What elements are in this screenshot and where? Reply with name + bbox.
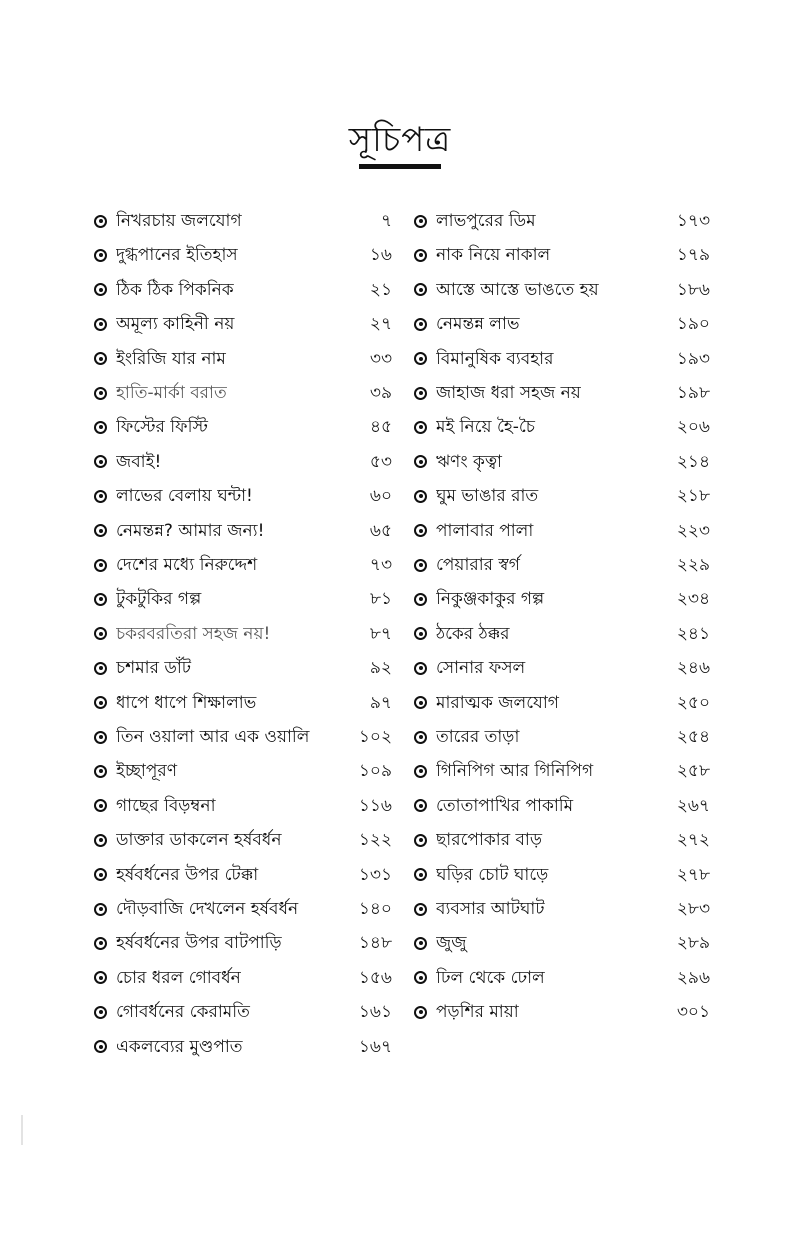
toc-entry-title: ধাপে ধাপে শিক্ষালাভ bbox=[116, 692, 257, 713]
bullet-ring-icon bbox=[94, 627, 107, 640]
toc-entry bbox=[94, 963, 392, 993]
toc-entry bbox=[414, 309, 710, 339]
toc-entry-page: ১৪০ bbox=[358, 899, 392, 919]
toc-entry-page: ১২২ bbox=[358, 830, 392, 851]
toc-entry bbox=[94, 309, 392, 339]
toc-entry-title: জুজু bbox=[436, 933, 467, 954]
toc-entry-page: ২৭৮ bbox=[676, 864, 710, 885]
toc-entry bbox=[414, 756, 710, 786]
toc-entry-page: ৭ bbox=[380, 211, 392, 231]
bullet-ring-icon bbox=[414, 799, 427, 812]
toc-entry-page: ২১৪ bbox=[676, 451, 710, 472]
toc-entry bbox=[414, 928, 710, 958]
toc-entry-title: তোতাপাখির পাকামি bbox=[436, 795, 574, 816]
toc-entry-title: লাভের বেলায় ঘন্টা! bbox=[116, 486, 253, 507]
bullet-ring-icon bbox=[94, 283, 107, 296]
toc-entry-page: ১১৬ bbox=[358, 795, 392, 816]
bullet-ring-icon bbox=[94, 249, 107, 262]
toc-entry bbox=[94, 997, 392, 1027]
toc-entry-title: ডাক্তার ডাকলেন হর্ষবর্ধন bbox=[116, 830, 282, 851]
toc-entry-page: ৮৭ bbox=[369, 623, 392, 644]
toc-entry bbox=[414, 997, 710, 1027]
toc-entry-page: ২০৬ bbox=[676, 417, 710, 438]
bullet-ring-icon bbox=[94, 1006, 107, 1019]
toc-entry bbox=[414, 619, 710, 649]
toc-entry-title: দৌড়বাজি দেখলেন হর্ষবর্ধন bbox=[116, 899, 299, 919]
toc-entry bbox=[94, 756, 392, 786]
toc-entry-page: ২৪১ bbox=[676, 623, 710, 644]
bullet-ring-icon bbox=[414, 903, 427, 916]
toc-entry-title: ইচ্ছাপূরণ bbox=[116, 761, 178, 782]
toc-entry-title: পেয়ারার স্বর্গ bbox=[436, 555, 520, 575]
bullet-ring-icon bbox=[414, 421, 427, 434]
bullet-ring-icon bbox=[414, 387, 427, 400]
bullet-ring-icon bbox=[414, 1006, 427, 1019]
bullet-ring-icon bbox=[94, 937, 107, 950]
toc-entry-page: ৭৩ bbox=[369, 555, 392, 575]
toc-entry-page: ২১৮ bbox=[676, 486, 710, 507]
toc-entry-title: চকরবরতিরা সহজ নয়! bbox=[116, 623, 271, 644]
toc-entry-title: চোর ধরল গোবর্ধন bbox=[116, 967, 241, 988]
toc-entry-title: ঠকের ঠক্কর bbox=[436, 623, 510, 644]
bullet-ring-icon bbox=[414, 937, 427, 950]
toc-entry bbox=[94, 447, 392, 477]
toc-entry bbox=[414, 963, 710, 993]
toc-entry-title: অমূল্য কাহিনী নয় bbox=[116, 314, 235, 335]
toc-entry-page: ১০৯ bbox=[358, 761, 392, 782]
title-underline bbox=[359, 164, 441, 169]
toc-entry bbox=[414, 653, 710, 683]
toc-entry bbox=[94, 516, 392, 546]
toc-entry-title: নেমন্তন্ন? আমার জন্য! bbox=[116, 520, 265, 541]
bullet-ring-icon bbox=[414, 868, 427, 881]
toc-entry-title: পড়শির মায়া bbox=[436, 1002, 519, 1023]
toc-entry-title: নেমন্তন্ন লাভ bbox=[436, 314, 520, 335]
toc-entry-page: ২৮৯ bbox=[676, 933, 710, 954]
toc-entry-page: ২৭২ bbox=[676, 830, 710, 851]
toc-entry-title: হর্ষবর্ধনের উপর টেক্কা bbox=[116, 864, 259, 885]
page-edge-mark bbox=[21, 1115, 23, 1145]
toc-entry bbox=[414, 344, 710, 374]
bullet-ring-icon bbox=[94, 868, 107, 881]
toc-entry-title: একলব্যের মুণ্ডপাত bbox=[116, 1036, 243, 1057]
toc-entry bbox=[94, 860, 392, 890]
toc-entry bbox=[414, 447, 710, 477]
toc-entry-page: ২১ bbox=[369, 279, 392, 300]
bullet-ring-icon bbox=[414, 455, 427, 468]
toc-entry-title: জাহাজ ধরা সহজ নয় bbox=[436, 383, 581, 403]
toc-entry-page: ১৩১ bbox=[358, 864, 392, 885]
toc-entry bbox=[94, 791, 392, 821]
bullet-ring-icon bbox=[414, 283, 427, 296]
bullet-ring-icon bbox=[94, 903, 107, 916]
toc-entry bbox=[94, 584, 392, 614]
toc-entry-page: ২৩৪ bbox=[676, 589, 710, 610]
bullet-ring-icon bbox=[94, 490, 107, 503]
bullet-ring-icon bbox=[94, 524, 107, 537]
toc-entry-title: চশমার ডাঁট bbox=[116, 658, 192, 679]
toc-entry-title: ঋণং কৃত্বা bbox=[436, 451, 502, 472]
toc-entry-title: মারাত্মক জলযোগ bbox=[436, 692, 559, 713]
bullet-ring-icon bbox=[414, 559, 427, 572]
toc-entry-title: টুকটুকির গল্প bbox=[116, 589, 202, 610]
bullet-ring-icon bbox=[414, 834, 427, 847]
toc-entry-title: ছারপোকার বাড় bbox=[436, 830, 542, 851]
toc-entry bbox=[414, 860, 710, 890]
bullet-ring-icon bbox=[94, 662, 107, 675]
toc-entry-page: ২৯৬ bbox=[676, 967, 710, 988]
toc-entry-title: গোবর্ধনের কেরামতি bbox=[116, 1002, 250, 1023]
toc-entry bbox=[94, 722, 392, 752]
toc-entry bbox=[94, 240, 392, 270]
toc-entry-title: নিখরচায় জলযোগ bbox=[116, 211, 242, 231]
toc-entry bbox=[94, 275, 392, 305]
bullet-ring-icon bbox=[414, 627, 427, 640]
toc-entry-page: ২৭ bbox=[369, 314, 392, 335]
bullet-ring-icon bbox=[94, 559, 107, 572]
toc-entry-page: ২৫৮ bbox=[676, 761, 710, 782]
toc-entry bbox=[94, 1032, 392, 1062]
page-header bbox=[0, 118, 800, 169]
toc-entry-title: লাভপুরের ডিম bbox=[436, 211, 536, 231]
page-title: সূচিপত্র bbox=[348, 120, 452, 160]
toc-entry-page: ২৮৩ bbox=[676, 899, 710, 919]
toc-entry bbox=[94, 481, 392, 511]
toc-entry-title: ব্যবসার আটঘাট bbox=[436, 899, 545, 919]
bullet-ring-icon bbox=[94, 318, 107, 331]
toc-entry bbox=[414, 894, 710, 924]
toc-entry bbox=[414, 378, 710, 408]
toc-entry-page: ৫৩ bbox=[369, 451, 392, 472]
toc-entry-title: বিমানুষিক ব্যবহার bbox=[436, 348, 554, 369]
bullet-ring-icon bbox=[414, 731, 427, 744]
toc-entry-page: ২২৯ bbox=[676, 555, 710, 575]
toc-entry-title: সোনার ফসল bbox=[436, 658, 526, 679]
bullet-ring-icon bbox=[94, 455, 107, 468]
toc-entry-page: ১৫৬ bbox=[358, 967, 392, 988]
toc-entry-page: ৩৯ bbox=[369, 383, 392, 403]
bullet-ring-icon bbox=[414, 971, 427, 984]
toc-entry-page: ১৯৮ bbox=[676, 383, 710, 403]
toc-entry-title: নাক নিয়ে নাকাল bbox=[436, 245, 551, 266]
bullet-ring-icon bbox=[94, 1040, 107, 1053]
toc-entry-page: ৩৩ bbox=[369, 348, 392, 369]
toc-entry bbox=[94, 206, 392, 236]
toc-entry-page: ১৮৬ bbox=[676, 279, 710, 300]
toc-entry bbox=[414, 412, 710, 442]
bullet-ring-icon bbox=[414, 593, 427, 606]
bullet-ring-icon bbox=[414, 524, 427, 537]
bullet-ring-icon bbox=[414, 249, 427, 262]
bullet-ring-icon bbox=[94, 215, 107, 228]
toc-entry-title: গিনিপিগ আর গিনিপিগ bbox=[436, 761, 594, 782]
toc-entry-title: গাছের বিড়ম্বনা bbox=[116, 795, 216, 816]
toc-entry-title: হাতি-মার্কা বরাত bbox=[116, 383, 227, 403]
toc-entry bbox=[94, 653, 392, 683]
toc-entry-page: ১০২ bbox=[358, 727, 392, 747]
toc-entry bbox=[414, 584, 710, 614]
toc-entry-page: ৬০ bbox=[369, 486, 392, 507]
toc-entry-title: ফিস্টের ফিস্টি bbox=[116, 417, 208, 438]
toc-entry bbox=[94, 619, 392, 649]
bullet-ring-icon bbox=[94, 387, 107, 400]
toc-entry-page: ২৫৪ bbox=[676, 727, 710, 747]
bullet-ring-icon bbox=[94, 834, 107, 847]
bullet-ring-icon bbox=[414, 490, 427, 503]
toc-entry bbox=[414, 240, 710, 270]
toc-entry bbox=[94, 378, 392, 408]
toc-entry-title: হর্ষবর্ধনের উপর বাটপাড়ি bbox=[116, 933, 282, 954]
bullet-ring-icon bbox=[414, 352, 427, 365]
toc-entry-page: ৯২ bbox=[369, 658, 392, 679]
toc-entry-page: ৬৫ bbox=[369, 520, 392, 541]
bullet-ring-icon bbox=[94, 799, 107, 812]
toc-entry bbox=[94, 825, 392, 855]
bullet-ring-icon bbox=[414, 696, 427, 709]
toc-entry bbox=[94, 894, 392, 924]
toc-entry-title: ঠিক ঠিক পিকনিক bbox=[116, 279, 234, 300]
toc-entry-page: ১৭৩ bbox=[676, 211, 710, 231]
toc-entry-title: ঘুম ভাঙার রাত bbox=[436, 486, 539, 507]
toc-entry bbox=[414, 516, 710, 546]
toc-entry-page: ৩০১ bbox=[676, 1002, 710, 1023]
toc-entry-page: ১৯৩ bbox=[676, 348, 710, 369]
bullet-ring-icon bbox=[94, 765, 107, 778]
toc-entry-title: ঢিল থেকে ঢোল bbox=[436, 967, 545, 988]
toc-entry bbox=[94, 550, 392, 580]
toc-entry-title: ইংরিজি যার নাম bbox=[116, 348, 226, 369]
toc-entry bbox=[414, 825, 710, 855]
toc-entry-title: দেশের মধ্যে নিরুদ্দেশ bbox=[116, 555, 258, 575]
toc-entry-page: ১৭৯ bbox=[676, 245, 710, 266]
bullet-ring-icon bbox=[94, 971, 107, 984]
toc-entry-title: নিকুঞ্জকাকুর গল্প bbox=[436, 589, 545, 610]
bullet-ring-icon bbox=[94, 696, 107, 709]
toc-entry-title: জবাই! bbox=[116, 451, 162, 472]
toc-entry-page: ৯৭ bbox=[369, 692, 392, 713]
toc-entry bbox=[94, 412, 392, 442]
bullet-ring-icon bbox=[414, 765, 427, 778]
toc-entry bbox=[414, 791, 710, 821]
toc-entry-title: তিন ওয়ালা আর এক ওয়ালি bbox=[116, 727, 310, 747]
bullet-ring-icon bbox=[94, 593, 107, 606]
bullet-ring-icon bbox=[414, 215, 427, 228]
toc-entry-title: ঘড়ির চোট ঘাড়ে bbox=[436, 864, 549, 885]
bullet-ring-icon bbox=[94, 352, 107, 365]
bullet-ring-icon bbox=[94, 731, 107, 744]
bullet-ring-icon bbox=[414, 318, 427, 331]
bullet-ring-icon bbox=[414, 662, 427, 675]
toc-entry-page: ১৯০ bbox=[676, 314, 710, 335]
toc-entry bbox=[94, 344, 392, 374]
toc-entry-page: ২৬৭ bbox=[676, 795, 710, 816]
toc-entry bbox=[414, 206, 710, 236]
toc-entry-title: মই নিয়ে হৈ-চৈ bbox=[436, 417, 535, 438]
toc-entry-title: দুগ্ধপানের ইতিহাস bbox=[116, 245, 238, 266]
toc-entry bbox=[414, 481, 710, 511]
toc-entry bbox=[94, 928, 392, 958]
toc-entry-page: ২৪৬ bbox=[676, 658, 710, 679]
toc-entry-title: পালাবার পালা bbox=[436, 520, 534, 541]
toc-entry-page: ১৬৭ bbox=[358, 1036, 392, 1057]
toc-entry-page: ১৪৮ bbox=[358, 933, 392, 954]
toc-entry-page: ৪৫ bbox=[369, 417, 392, 438]
toc-entry bbox=[414, 688, 710, 718]
toc-entry bbox=[414, 722, 710, 752]
toc-entry bbox=[414, 550, 710, 580]
toc-entry-page: ১৬ bbox=[369, 245, 392, 266]
toc-entry-title: তারের তাড়া bbox=[436, 727, 520, 747]
toc-entry-title: আস্তে আস্তে ভাঙতে হয় bbox=[436, 279, 599, 300]
toc-entry-page: ২৫০ bbox=[676, 692, 710, 713]
toc-entry bbox=[414, 275, 710, 305]
toc-entry-page: ৮১ bbox=[369, 589, 392, 610]
toc-entry bbox=[94, 688, 392, 718]
toc-entry-page: ২২৩ bbox=[676, 520, 710, 541]
bullet-ring-icon bbox=[94, 421, 107, 434]
toc-entry-page: ১৬১ bbox=[358, 1002, 392, 1023]
